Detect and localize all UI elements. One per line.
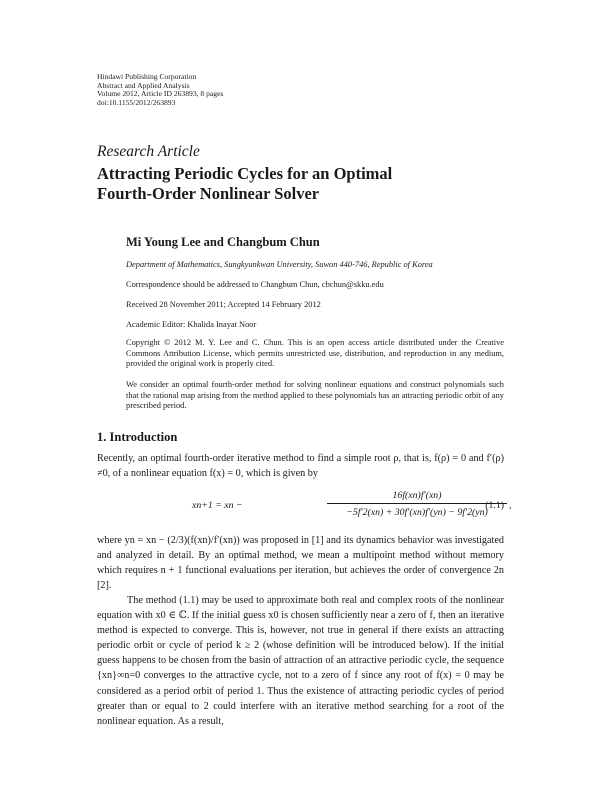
intro-paragraph-1: Recently, an optimal fourth-order iterative method to find a simple root ρ, that is, f(ρ) = 0 and f′(ρ) ≠0, of a nonlinear equation f(x) = 0, which is given by bbox=[97, 453, 504, 480]
intro-paragraph-3: The method (1.1) may be used to approximate both real and complex roots of the nonlinear equation with x0 ∈ ℂ. If the initial guess x0 is chosen sufficiently near a zero of f, then an iterative method is expected to converge. This is, however, not true in general if there exists an attracting periodic orbit or cycle of period k ≥ 2 (whose definition will be introduced below). If the initial guess happens to be chosen from the basin of attraction of an attractive periodic cycle, the sequence {xn}∞n=0 converges to the attractive cycle, not to a zero of f since any root of f(x) = 0 may be considered as a period orbit of period 1. Thus the existence of attracting periodic cycles of period greater than or equal to 2 could interfere with an iterative method searching for a root of the nonlinear equation. As a result, bbox=[97, 595, 504, 727]
academic-editor: Academic Editor: Khalida Inayat Noor bbox=[126, 320, 257, 329]
title-line-1: Attracting Periodic Cycles for an Optimal bbox=[97, 164, 393, 183]
copyright: Copyright © 2012 M. Y. Lee and C. Chun. This is an open access article distributed under the Creative Commons Attribution License, which permits unrestricted use, distribution, and reproduction in any medium, provided the original work is properly cited. bbox=[126, 338, 504, 369]
equation-denominator: −5f′2(xn) + 30f′(xn)f′(yn) − 9f′2(yn) bbox=[346, 507, 488, 518]
equation-trail: , bbox=[509, 500, 512, 511]
section-heading: 1. Introduction bbox=[97, 430, 178, 444]
abstract: We consider an optimal fourth-order method for solving nonlinear equations and construct polynomials such that the rational map arising from the method applied to these polynomials has an attracting periodic orbit of any prescribed period. bbox=[126, 380, 504, 411]
doi: doi:10.1155/2012/263893 bbox=[97, 97, 176, 107]
equation-number: (1.1) bbox=[485, 500, 504, 511]
equation-1-1 bbox=[97, 490, 512, 526]
affiliation: Department of Mathematics, Sungkyunkwan University, Suwon 440-746, Republic of Korea bbox=[126, 260, 433, 269]
dates: Received 28 November 2011; Accepted 14 February 2012 bbox=[126, 300, 321, 309]
authors: Mi Young Lee and Changbum Chun bbox=[126, 235, 320, 249]
journal-header bbox=[97, 73, 223, 107]
paper-title bbox=[97, 164, 392, 204]
correspondence: Correspondence should be addressed to Changbum Chun, cbchun@skku.edu bbox=[126, 280, 384, 289]
equation-lhs: xn+1 = xn − bbox=[192, 500, 243, 511]
article-type: Research Article bbox=[97, 143, 200, 160]
equation-fraction bbox=[327, 490, 507, 518]
journal-name: Abstract and Applied Analysis bbox=[97, 80, 190, 90]
volume-info: Volume 2012, Article ID 263893, 8 pages bbox=[97, 89, 224, 99]
title-line-2: Fourth-Order Nonlinear Solver bbox=[97, 184, 320, 203]
publisher: Hindawi Publishing Corporation bbox=[97, 72, 197, 81]
intro-paragraph-2: where yn = xn − (2/3)(f(xn)/f′(xn)) was proposed in [1] and its dynamics behavior was investigated and analyzed in detail. By an optimal method, we mean a multipoint method without memory which requires n + 1 functional evaluations per iteration, but achieves the order of convergence 2n [2]. bbox=[97, 535, 504, 592]
equation-numerator: 16f(xn)f′(xn) bbox=[327, 490, 507, 504]
